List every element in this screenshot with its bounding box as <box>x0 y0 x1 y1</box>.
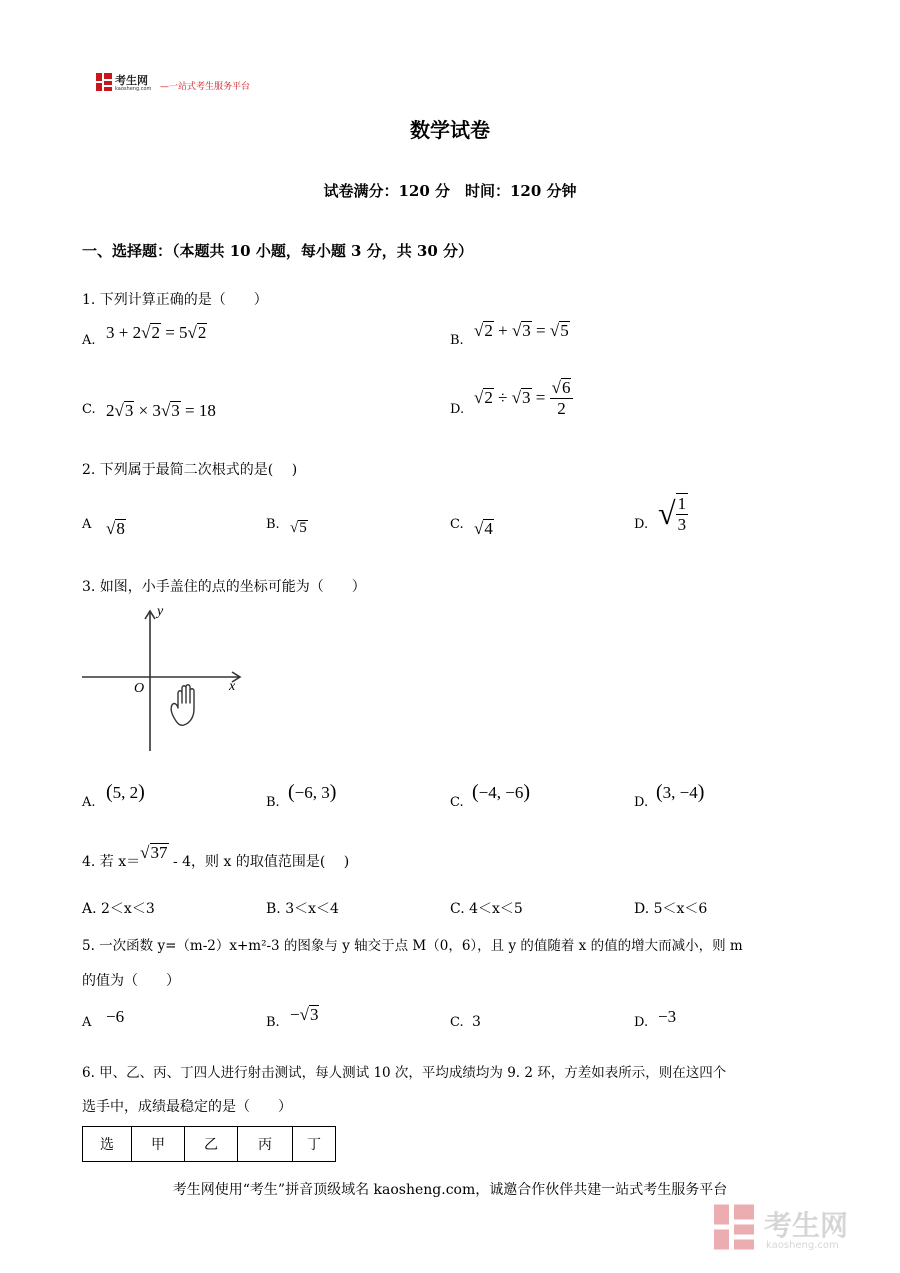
question-4-stem <box>82 843 350 871</box>
q2-option-a <box>106 519 126 539</box>
q1-a-r2: 2 <box>197 323 207 342</box>
q1-d-num: 6 <box>561 378 571 397</box>
q5-option-d-label: D. <box>634 1015 649 1030</box>
q1-d-op1: ÷ <box>493 388 512 408</box>
q1-b-r2: 3 <box>522 321 531 340</box>
q1-a-mid: = 5 <box>160 323 188 342</box>
table-header-cell: 丙 <box>238 1127 293 1162</box>
q5-b-rad: 3 <box>309 1005 319 1024</box>
q1-d-den: 2 <box>557 398 566 418</box>
table-header-cell: 乙 <box>185 1127 238 1162</box>
q2-option-d-label: D. <box>634 517 649 532</box>
sqrt-symbol: √ <box>549 321 560 340</box>
table-row <box>83 1127 336 1162</box>
sqrt-symbol: √ <box>474 519 484 538</box>
sqrt-symbol: √ <box>141 323 151 342</box>
exam-info: 试卷满分：120 分 时间：120 分钟 <box>323 182 577 200</box>
q1-a-r1: 2 <box>151 323 160 342</box>
q3-d-value: 3, −4 <box>662 783 698 802</box>
sqrt-symbol: √ <box>511 388 522 408</box>
q1-option-d-label: D. <box>450 402 465 417</box>
q5-option-b <box>290 1005 319 1025</box>
sqrt-symbol: √ <box>299 1005 309 1024</box>
q2-option-b <box>290 520 308 537</box>
question-3-stem: 3. 如图，小手盖住的点的坐标可能为（ ） <box>82 579 366 595</box>
sqrt-symbol: √ <box>551 378 561 397</box>
q4-stem-pre: 4. 若 x＝ <box>82 854 141 870</box>
origin-label: O <box>134 681 145 696</box>
section-heading: 一、选择题：（本题共 10 小题，每小题 3 分，共 30 分） <box>82 242 474 260</box>
q2-d-den: 3 <box>677 514 687 534</box>
q1-b-r3: 5 <box>560 321 569 340</box>
sqrt-symbol: √ <box>114 401 124 420</box>
brand-logo-icon <box>95 72 113 92</box>
q2-option-d <box>658 493 688 534</box>
question-5-line-1: 5. 一次函数 y=（m-2）x+m²-3 的图象与 y 轴交于点 M（0，6），且 y 的值随着 x 的值的增大而减小，则 m <box>82 938 743 954</box>
q1-d-r1: 2 <box>484 388 493 408</box>
q4-option-c: C. 4＜x＜5 <box>450 901 523 917</box>
brand-slogan-text: 一站式考生服务平台 <box>169 82 251 92</box>
brand-name: 考生网 <box>115 74 148 87</box>
q1-option-a <box>106 323 207 343</box>
sqrt-symbol: √ <box>160 401 171 420</box>
variance-table <box>82 1126 336 1162</box>
q5-option-a: −6 <box>106 1007 125 1026</box>
q3-option-a-label: A. <box>82 795 96 810</box>
sqrt-symbol: √ <box>290 520 299 536</box>
page-title: 数学试卷 <box>410 118 490 142</box>
q3-option-a: (5, 2) <box>106 781 145 803</box>
q3-b-value: −6, 3 <box>294 783 330 802</box>
question-6-line-2: 选手中，成绩最稳定的是（ ） <box>82 1099 292 1115</box>
x-axis-label: x <box>229 679 236 694</box>
coordinate-figure <box>82 605 252 759</box>
q1-b-op2: = <box>531 321 550 340</box>
sqrt-symbol: √ <box>140 843 150 862</box>
q1-c-r2: 3 <box>171 401 180 420</box>
table-header-cell: 甲 <box>132 1127 185 1162</box>
q1-c-r1: 3 <box>124 401 134 420</box>
q5-option-c-label: C. <box>450 1015 464 1030</box>
q5-option-a-label: A <box>82 1015 92 1030</box>
q1-option-b-label: B. <box>450 333 464 348</box>
sqrt-symbol: √ <box>106 519 116 538</box>
q3-option-b-label: B. <box>266 795 280 810</box>
q5-b-sign: − <box>290 1005 300 1024</box>
q4-radicand: 37 <box>150 843 168 862</box>
q1-a-lead: 3 + 2 <box>106 323 142 342</box>
q3-option-c-label: C. <box>450 795 464 810</box>
q5-option-c: 3 <box>472 1014 481 1030</box>
watermark <box>710 1200 870 1256</box>
q3-option-b: (−6, 3) <box>288 781 337 803</box>
watermark-brand: 考生网 <box>764 1209 849 1242</box>
brand-slogan: —一站式考生服务平台 <box>160 82 251 92</box>
q2-a-rad: 8 <box>116 519 125 538</box>
q5-option-b-label: B. <box>266 1015 280 1030</box>
q2-option-c-label: C. <box>450 517 464 532</box>
q3-option-d-label: D. <box>634 795 649 810</box>
sqrt-symbol: √ <box>511 321 522 340</box>
q1-option-d <box>474 378 573 418</box>
q2-b-rad: 5 <box>299 520 307 536</box>
hand-icon <box>171 685 194 726</box>
q1-option-c-label: C. <box>82 402 96 417</box>
q1-c-mid: × 3 <box>134 401 161 420</box>
q3-c-value: −4, −6 <box>478 783 524 802</box>
q1-option-b <box>474 321 570 341</box>
page-footer: 考生网使用“考生”拼音顶级域名 kaosheng.com，诚邀合作伙伴共建一站式考生服务平台 <box>172 1182 728 1198</box>
sqrt-symbol: √ <box>474 321 484 340</box>
q3-option-c: (−4, −6) <box>472 781 531 803</box>
question-1-stem: 1. 下列计算正确的是（ ） <box>82 292 268 308</box>
table-header-cell: 选 <box>83 1127 132 1162</box>
watermark-url: kaosheng.com <box>766 1240 839 1251</box>
q2-option-a-label: A <box>82 517 92 532</box>
q1-d-fraction <box>550 378 574 418</box>
question-2-stem: 2. 下列属于最简二次根式的是( ) <box>82 462 298 478</box>
q4-option-b: B. 3＜x＜4 <box>266 901 339 917</box>
q2-d-num: 1 <box>677 494 687 513</box>
q1-d-r2: 3 <box>522 388 531 408</box>
sqrt-symbol: √ <box>187 323 197 342</box>
q3-a-value: 5, 2 <box>112 783 139 802</box>
q1-option-c <box>106 401 216 421</box>
q1-b-op1: + <box>493 321 512 340</box>
q4-option-a: A. 2＜x＜3 <box>82 901 155 917</box>
table-header-cell: 丁 <box>293 1127 336 1162</box>
q2-option-c <box>474 519 494 539</box>
q5-option-d: −3 <box>658 1007 677 1026</box>
brand-url: kaosheng.com <box>115 86 152 92</box>
question-6-line-1: 6. 甲、乙、丙、丁四人进行射击测试，每人测试 10 次，平均成绩均为 9. 2 环，方差如表所示，则在这四个 <box>82 1065 727 1081</box>
q1-c-tail: = 18 <box>180 401 216 420</box>
q2-d-fraction <box>676 493 689 534</box>
q1-c-lead: 2 <box>106 401 115 420</box>
q1-d-op2: = <box>531 388 550 408</box>
q2-c-rad: 4 <box>484 519 493 538</box>
sqrt-symbol: √ <box>658 495 676 532</box>
sqrt-symbol: √ <box>474 388 484 408</box>
q1-option-a-label: A. <box>82 333 96 348</box>
q2-option-b-label: B. <box>266 517 280 532</box>
q4-option-d: D. 5＜x＜6 <box>634 901 708 917</box>
question-5-line-2: 的值为（ ） <box>82 973 180 989</box>
q4-stem-post: - 4，则 x 的取值范围是( ) <box>168 854 350 870</box>
q1-b-r1: 2 <box>484 321 493 340</box>
watermark-logo-icon <box>710 1202 758 1252</box>
q3-option-d: (3, −4) <box>656 781 705 803</box>
y-axis-label: y <box>157 604 164 619</box>
